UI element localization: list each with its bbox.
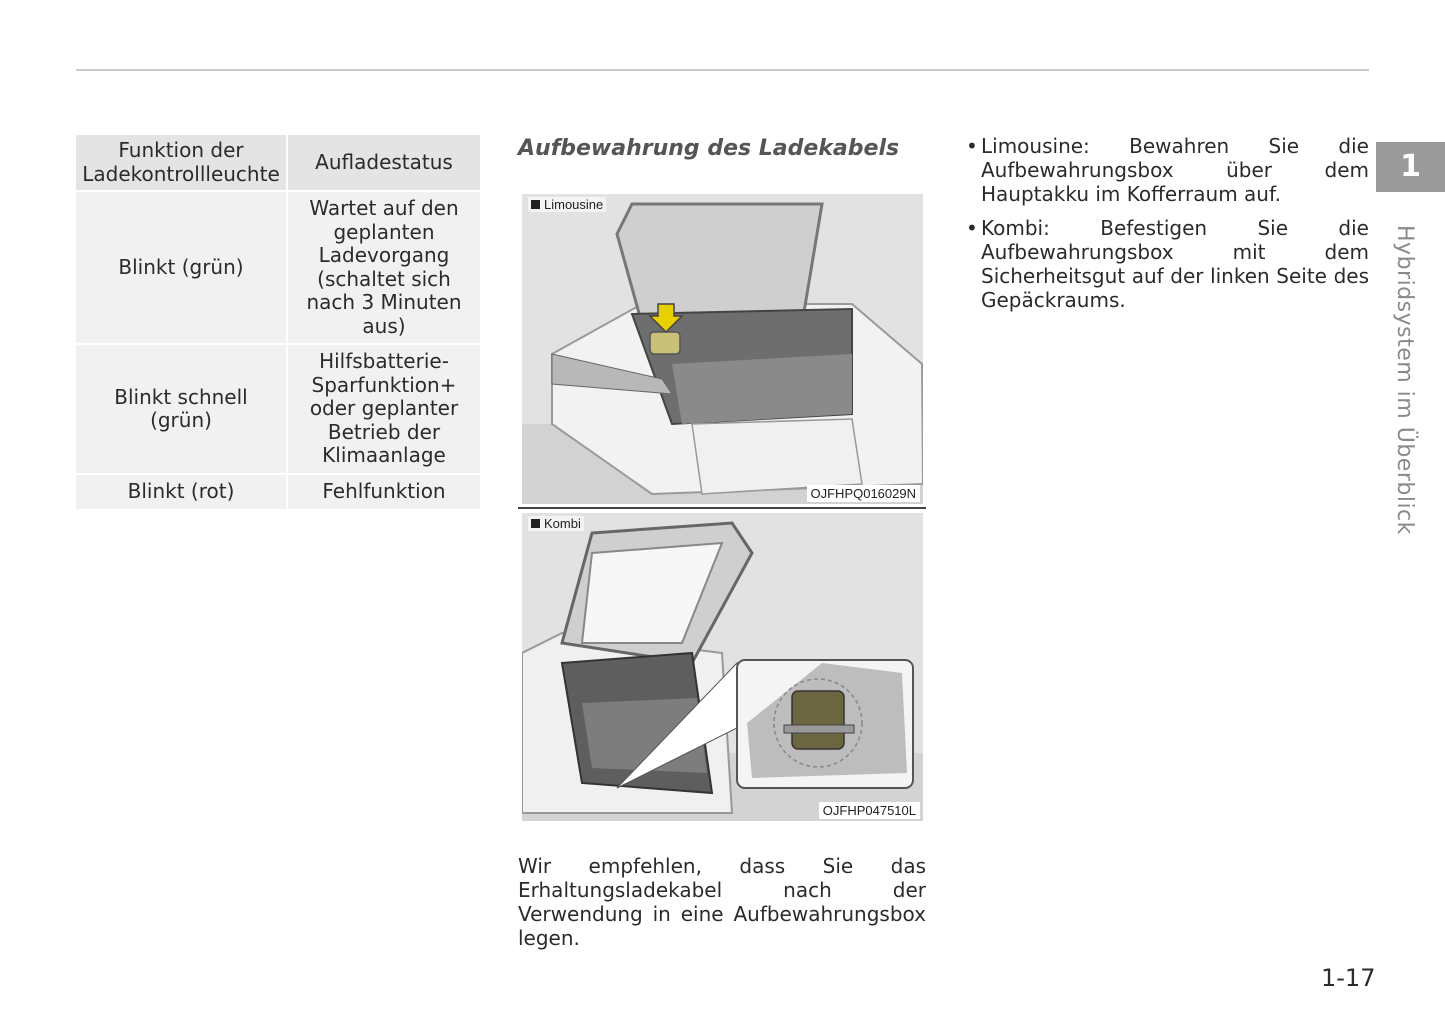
figure-divider <box>518 507 926 509</box>
figure-sedan-trunk <box>522 194 923 504</box>
bullet-symbol: • <box>966 134 978 158</box>
storage-instructions-list <box>966 134 1369 322</box>
list-item-text: Limousine: Bewahren Sie die Aufbewahrungsbox über dem Hauptakku im Kofferraum auf. <box>981 134 1369 206</box>
table-row <box>76 345 480 473</box>
table-cell-status: Hilfsbatterie-Sparfunktion+ oder geplanter Betrieb der Klimaanlage <box>288 345 480 473</box>
figure-label-text: Limousine <box>544 197 604 212</box>
table-cell-function: Blinkt (rot) <box>76 475 286 509</box>
table-cell-status: Wartet auf den geplanten Ladevorgang (schaltet sich nach 3 Minuten aus) <box>288 192 480 343</box>
table-cell-status: Fehlfunktion <box>288 475 480 509</box>
bullet-symbol: • <box>966 216 978 240</box>
list-item-text: Kombi: Befestigen Sie die Aufbewahrungsbox mit dem Sicherheitsgut auf der linken Seite des Gepäckraums. <box>981 216 1369 312</box>
storage-recommendation-text: Wir empfehlen, dass Sie das Erhaltungsladekabel nach der Verwendung in eine Aufbewahrungsbox legen. <box>518 854 926 950</box>
list-item <box>966 134 1369 206</box>
charging-status-table <box>74 133 482 511</box>
table-header-function: Funktion der Ladekontrollleuchte <box>76 135 286 190</box>
table-row <box>76 475 480 509</box>
top-rule <box>76 69 1369 71</box>
table-row <box>76 192 480 343</box>
figure-label-text: Kombi <box>544 516 581 531</box>
figure-code-sedan: OJFHPQ016029N <box>807 485 921 502</box>
section-title: Aufbewahrung des Ladekabels <box>518 136 900 161</box>
list-item <box>966 216 1369 312</box>
figure-code-wagon: OJFHP047510L <box>819 802 920 819</box>
figure-wagon-trunk <box>522 513 923 821</box>
wagon-trunk-illustration <box>522 513 923 821</box>
table-header-row <box>76 135 480 190</box>
chapter-tab: 1 <box>1376 142 1445 192</box>
page-number: 1-17 <box>1321 964 1376 992</box>
table-header-status: Aufladestatus <box>288 135 480 190</box>
chapter-side-title: Hybridsystem im Überblick <box>1392 225 1417 535</box>
table-cell-function: Blinkt schnell (grün) <box>76 345 286 473</box>
figure-label-sedan <box>528 197 606 212</box>
table-cell-function: Blinkt (grün) <box>76 192 286 343</box>
sedan-trunk-illustration <box>522 194 923 504</box>
figure-label-wagon <box>528 516 584 531</box>
